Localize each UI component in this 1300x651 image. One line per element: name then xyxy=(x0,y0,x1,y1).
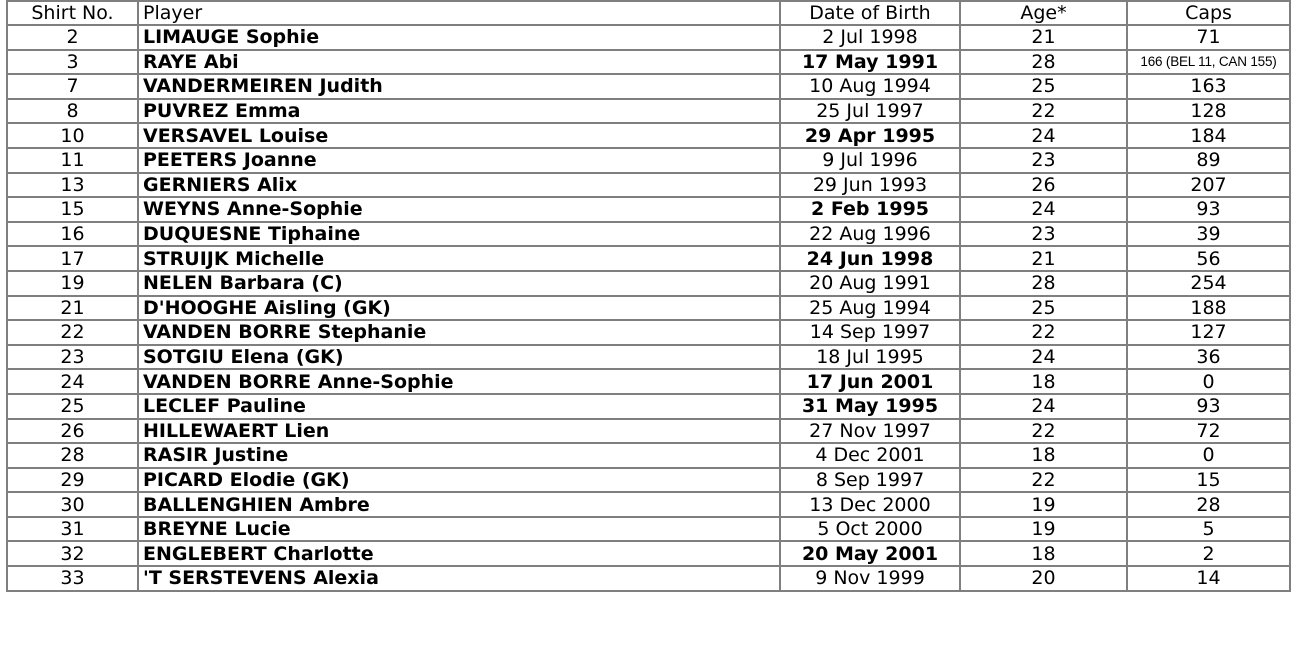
cell-date-of-birth: 8 Sep 1997 xyxy=(780,468,960,493)
cell-date-of-birth: 27 Nov 1997 xyxy=(780,419,960,444)
cell-caps: 93 xyxy=(1127,197,1290,222)
cell-shirt-no: 24 xyxy=(7,369,138,394)
cell-shirt-no: 23 xyxy=(7,345,138,370)
cell-date-of-birth: 20 May 2001 xyxy=(780,541,960,566)
cell-shirt-no: 31 xyxy=(7,517,138,542)
cell-player: BALLENGHIEN Ambre xyxy=(138,492,780,517)
table-row xyxy=(7,419,1290,444)
cell-age: 18 xyxy=(960,369,1127,394)
cell-age: 22 xyxy=(960,99,1127,124)
cell-player: WEYNS Anne-Sophie xyxy=(138,197,780,222)
table-row xyxy=(7,296,1290,321)
cell-shirt-no: 2 xyxy=(7,25,138,50)
table-row xyxy=(7,517,1290,542)
table-row xyxy=(7,443,1290,468)
cell-age: 25 xyxy=(960,74,1127,99)
cell-shirt-no: 32 xyxy=(7,541,138,566)
cell-date-of-birth: 13 Dec 2000 xyxy=(780,492,960,517)
cell-date-of-birth: 31 May 1995 xyxy=(780,394,960,419)
cell-age: 24 xyxy=(960,123,1127,148)
cell-age: 20 xyxy=(960,566,1127,591)
cell-player: D'HOOGHE Aisling (GK) xyxy=(138,296,780,321)
cell-age: 22 xyxy=(960,468,1127,493)
cell-player: RASIR Justine xyxy=(138,443,780,468)
cell-date-of-birth: 5 Oct 2000 xyxy=(780,517,960,542)
cell-age: 23 xyxy=(960,148,1127,173)
cell-caps: 254 xyxy=(1127,271,1290,296)
cell-caps: 36 xyxy=(1127,345,1290,370)
cell-age: 28 xyxy=(960,271,1127,296)
cell-date-of-birth: 25 Jul 1997 xyxy=(780,99,960,124)
cell-caps: 163 xyxy=(1127,74,1290,99)
cell-caps: 184 xyxy=(1127,123,1290,148)
cell-date-of-birth: 17 Jun 2001 xyxy=(780,369,960,394)
cell-age: 21 xyxy=(960,246,1127,271)
cell-caps: 0 xyxy=(1127,443,1290,468)
cell-player: ENGLEBERT Charlotte xyxy=(138,541,780,566)
table-row xyxy=(7,173,1290,198)
cell-player: SOTGIU Elena (GK) xyxy=(138,345,780,370)
header-age: Age* xyxy=(960,1,1127,25)
cell-date-of-birth: 29 Apr 1995 xyxy=(780,123,960,148)
cell-player: PEETERS Joanne xyxy=(138,148,780,173)
cell-player: STRUIJK Michelle xyxy=(138,246,780,271)
cell-player: DUQUESNE Tiphaine xyxy=(138,222,780,247)
cell-shirt-no: 15 xyxy=(7,197,138,222)
cell-date-of-birth: 9 Jul 1996 xyxy=(780,148,960,173)
table-header xyxy=(7,1,1290,25)
cell-shirt-no: 19 xyxy=(7,271,138,296)
cell-age: 22 xyxy=(960,419,1127,444)
table-row xyxy=(7,25,1290,50)
cell-player: GERNIERS Alix xyxy=(138,173,780,198)
table-row xyxy=(7,246,1290,271)
cell-player: VANDEN BORRE Stephanie xyxy=(138,320,780,345)
table-body xyxy=(7,25,1290,591)
cell-date-of-birth: 22 Aug 1996 xyxy=(780,222,960,247)
cell-age: 18 xyxy=(960,443,1127,468)
cell-date-of-birth: 10 Aug 1994 xyxy=(780,74,960,99)
cell-age: 21 xyxy=(960,25,1127,50)
cell-age: 28 xyxy=(960,50,1127,75)
cell-shirt-no: 11 xyxy=(7,148,138,173)
cell-player: VANDEN BORRE Anne-Sophie xyxy=(138,369,780,394)
cell-date-of-birth: 2 Feb 1995 xyxy=(780,197,960,222)
cell-age: 25 xyxy=(960,296,1127,321)
cell-player: PICARD Elodie (GK) xyxy=(138,468,780,493)
cell-date-of-birth: 24 Jun 1998 xyxy=(780,246,960,271)
table-row xyxy=(7,197,1290,222)
cell-player: NELEN Barbara (C) xyxy=(138,271,780,296)
cell-shirt-no: 16 xyxy=(7,222,138,247)
cell-shirt-no: 8 xyxy=(7,99,138,124)
cell-shirt-no: 25 xyxy=(7,394,138,419)
cell-caps: 71 xyxy=(1127,25,1290,50)
cell-shirt-no: 17 xyxy=(7,246,138,271)
cell-age: 19 xyxy=(960,517,1127,542)
cell-date-of-birth: 20 Aug 1991 xyxy=(780,271,960,296)
cell-caps: 2 xyxy=(1127,541,1290,566)
table-row xyxy=(7,345,1290,370)
table-row xyxy=(7,271,1290,296)
table-row xyxy=(7,468,1290,493)
cell-caps: 39 xyxy=(1127,222,1290,247)
cell-age: 18 xyxy=(960,541,1127,566)
cell-caps: 56 xyxy=(1127,246,1290,271)
cell-date-of-birth: 18 Jul 1995 xyxy=(780,345,960,370)
cell-date-of-birth: 17 May 1991 xyxy=(780,50,960,75)
cell-player: 'T SERSTEVENS Alexia xyxy=(138,566,780,591)
table-row xyxy=(7,50,1290,75)
cell-shirt-no: 22 xyxy=(7,320,138,345)
table-row xyxy=(7,492,1290,517)
cell-shirt-no: 21 xyxy=(7,296,138,321)
table-row xyxy=(7,222,1290,247)
cell-shirt-no: 33 xyxy=(7,566,138,591)
cell-caps: 128 xyxy=(1127,99,1290,124)
cell-shirt-no: 3 xyxy=(7,50,138,75)
header-date-of-birth: Date of Birth xyxy=(780,1,960,25)
table-row xyxy=(7,566,1290,591)
cell-caps: 127 xyxy=(1127,320,1290,345)
cell-shirt-no: 7 xyxy=(7,74,138,99)
header-row xyxy=(7,1,1290,25)
table-row xyxy=(7,74,1290,99)
cell-player: BREYNE Lucie xyxy=(138,517,780,542)
cell-player: LIMAUGE Sophie xyxy=(138,25,780,50)
cell-caps: 89 xyxy=(1127,148,1290,173)
cell-age: 22 xyxy=(960,320,1127,345)
cell-date-of-birth: 4 Dec 2001 xyxy=(780,443,960,468)
cell-age: 24 xyxy=(960,394,1127,419)
header-shirt-no: Shirt No. xyxy=(7,1,138,25)
table-row xyxy=(7,123,1290,148)
cell-shirt-no: 10 xyxy=(7,123,138,148)
cell-shirt-no: 29 xyxy=(7,468,138,493)
table-row xyxy=(7,394,1290,419)
cell-player: HILLEWAERT Lien xyxy=(138,419,780,444)
cell-date-of-birth: 29 Jun 1993 xyxy=(780,173,960,198)
cell-shirt-no: 30 xyxy=(7,492,138,517)
squad-table xyxy=(6,0,1291,592)
cell-player: LECLEF Pauline xyxy=(138,394,780,419)
cell-caps: 5 xyxy=(1127,517,1290,542)
cell-date-of-birth: 14 Sep 1997 xyxy=(780,320,960,345)
table-row xyxy=(7,541,1290,566)
cell-caps: 188 xyxy=(1127,296,1290,321)
cell-age: 26 xyxy=(960,173,1127,198)
table-row xyxy=(7,99,1290,124)
cell-caps: 72 xyxy=(1127,419,1290,444)
header-player: Player xyxy=(138,1,780,25)
table-row xyxy=(7,369,1290,394)
cell-player: VANDERMEIREN Judith xyxy=(138,74,780,99)
cell-caps: 93 xyxy=(1127,394,1290,419)
table-row xyxy=(7,148,1290,173)
cell-shirt-no: 28 xyxy=(7,443,138,468)
cell-player: RAYE Abi xyxy=(138,50,780,75)
cell-caps: 28 xyxy=(1127,492,1290,517)
cell-age: 24 xyxy=(960,197,1127,222)
cell-player: PUVREZ Emma xyxy=(138,99,780,124)
header-caps: Caps xyxy=(1127,1,1290,25)
cell-caps: 166 (BEL 11, CAN 155) xyxy=(1127,50,1290,75)
cell-shirt-no: 26 xyxy=(7,419,138,444)
cell-caps: 14 xyxy=(1127,566,1290,591)
cell-caps: 15 xyxy=(1127,468,1290,493)
cell-caps: 0 xyxy=(1127,369,1290,394)
table-row xyxy=(7,320,1290,345)
cell-player: VERSAVEL Louise xyxy=(138,123,780,148)
cell-date-of-birth: 2 Jul 1998 xyxy=(780,25,960,50)
cell-age: 19 xyxy=(960,492,1127,517)
cell-date-of-birth: 25 Aug 1994 xyxy=(780,296,960,321)
cell-caps: 207 xyxy=(1127,173,1290,198)
cell-age: 24 xyxy=(960,345,1127,370)
cell-age: 23 xyxy=(960,222,1127,247)
cell-shirt-no: 13 xyxy=(7,173,138,198)
cell-date-of-birth: 9 Nov 1999 xyxy=(780,566,960,591)
